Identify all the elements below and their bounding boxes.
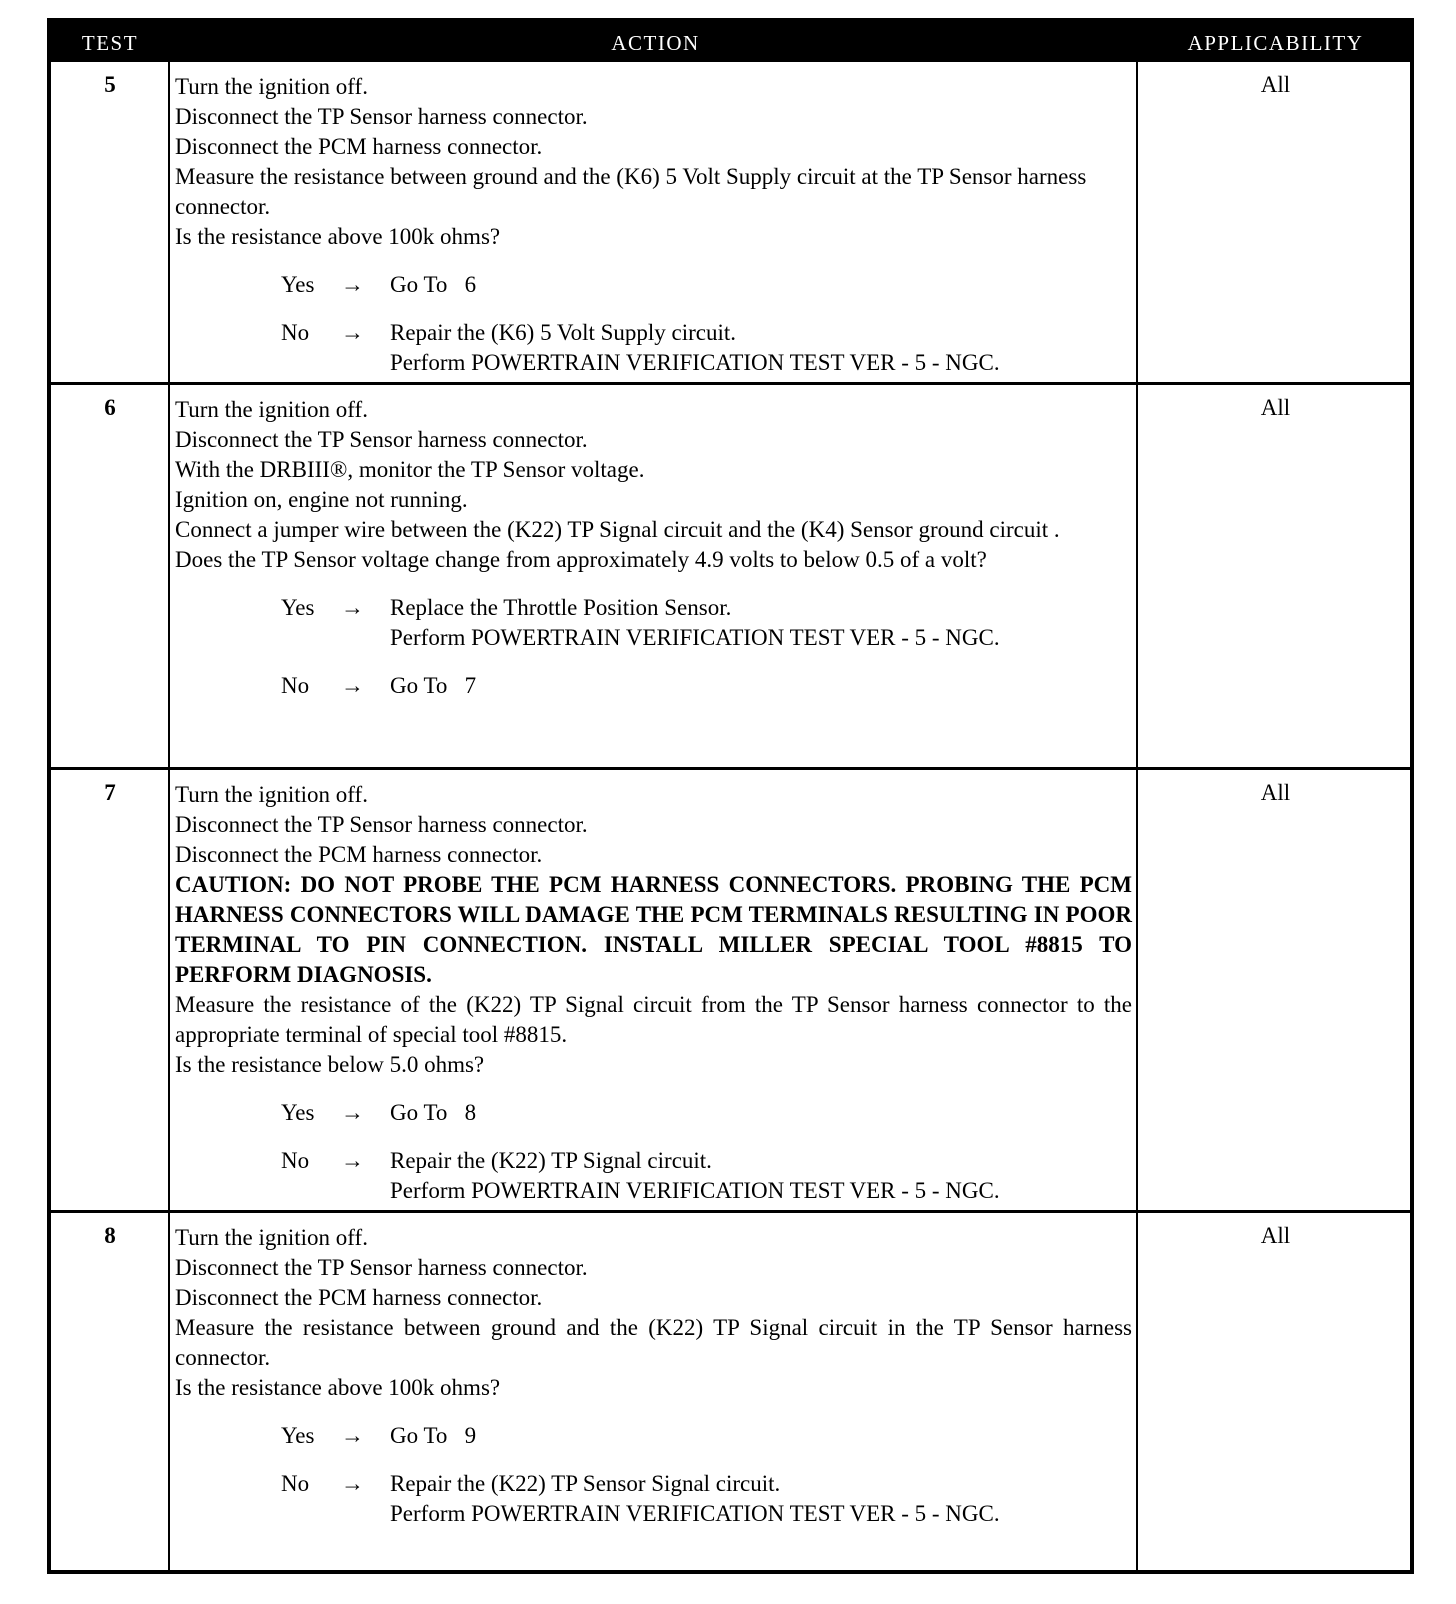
no-branch — [175, 671, 1132, 701]
arrow-icon: → — [341, 1471, 364, 1496]
action-line: Does the TP Sensor voltage change from approximately 4.9 volts to below 0.5 of a volt? — [175, 547, 987, 572]
no-branch — [175, 1469, 1132, 1529]
table-header — [51, 22, 1410, 62]
applicability-cell: All — [1260, 1223, 1291, 1248]
action-line: Turn the ignition off. — [175, 782, 368, 807]
action-cell — [175, 1223, 1132, 1529]
no-text: Repair the (K22) TP Sensor Signal circuit. — [390, 1471, 781, 1496]
action-line: Disconnect the TP Sensor harness connector. — [175, 104, 588, 129]
action-line: Is the resistance below 5.0 ohms? — [175, 1052, 485, 1077]
action-line: Is the resistance above 100k ohms? — [175, 1375, 501, 1400]
action-line: Disconnect the PCM harness connector. — [175, 1285, 543, 1310]
yes-branch — [175, 1421, 1132, 1451]
yes-text: Go To 8 — [390, 1100, 477, 1125]
action-line: With the DRBIII®, monitor the TP Sensor voltage. — [175, 457, 645, 482]
header-applicability: APPLICABILITY — [1187, 31, 1364, 55]
test-number: 5 — [104, 72, 116, 97]
diagnostic-test-table — [47, 18, 1414, 1574]
yes-label: Yes — [281, 1100, 315, 1125]
test-row-7 — [51, 770, 1410, 1210]
yes-branch — [175, 270, 1132, 300]
action-line: Measure the resistance of the (K22) TP Signal circuit from the TP Sensor harness connector to the appropriate terminal of special tool #8815. — [175, 992, 1132, 1047]
arrow-icon: → — [341, 673, 364, 698]
no-text: Repair the (K22) TP Signal circuit. — [390, 1148, 712, 1173]
action-line: Disconnect the PCM harness connector. — [175, 134, 543, 159]
action-cell — [175, 780, 1132, 1206]
arrow-icon: → — [341, 595, 364, 620]
action-line: Disconnect the TP Sensor harness connector. — [175, 427, 588, 452]
yes-branch — [175, 593, 1132, 653]
action-line: Measure the resistance between ground and the (K22) TP Signal circuit in the TP Sensor harness connector. — [175, 1315, 1132, 1370]
action-line: Turn the ignition off. — [175, 74, 368, 99]
no-text: Go To 7 — [390, 673, 477, 698]
test-number: 6 — [104, 395, 116, 420]
no-label: No — [281, 320, 310, 345]
no-label: No — [281, 1471, 310, 1496]
yes-text: Go To 9 — [390, 1423, 477, 1448]
yes-text: Go To 6 — [390, 272, 477, 297]
yes-label: Yes — [281, 595, 315, 620]
arrow-icon: → — [341, 1100, 364, 1125]
no-text-verify: Perform POWERTRAIN VERIFICATION TEST VER - 5 - NGC. — [390, 1501, 1000, 1526]
yes-text: Replace the Throttle Position Sensor. — [390, 595, 732, 620]
applicability-cell: All — [1260, 395, 1291, 420]
action-line: Measure the resistance between ground and the (K6) 5 Volt Supply circuit at the TP Sensor harness connector. — [175, 164, 1087, 219]
action-line: Disconnect the TP Sensor harness connector. — [175, 1255, 588, 1280]
applicability-cell: All — [1260, 780, 1291, 805]
action-line: Is the resistance above 100k ohms? — [175, 224, 501, 249]
yes-label: Yes — [281, 272, 315, 297]
arrow-icon: → — [341, 320, 364, 345]
header-test: TEST — [81, 31, 139, 55]
arrow-icon: → — [341, 1423, 364, 1448]
arrow-icon: → — [341, 1148, 364, 1173]
action-line: Disconnect the PCM harness connector. — [175, 842, 543, 867]
test-number: 8 — [104, 1223, 116, 1248]
yes-text-verify: Perform POWERTRAIN VERIFICATION TEST VER - 5 - NGC. — [390, 625, 1000, 650]
yes-label: Yes — [281, 1423, 315, 1448]
action-line: Turn the ignition off. — [175, 397, 368, 422]
test-row-5 — [51, 62, 1410, 384]
no-text-verify: Perform POWERTRAIN VERIFICATION TEST VER - 5 - NGC. — [390, 1178, 1000, 1203]
no-label: No — [281, 673, 310, 698]
arrow-icon: → — [341, 272, 364, 297]
applicability-cell: All — [1260, 72, 1291, 97]
action-cell — [175, 72, 1132, 378]
no-text-verify: Perform POWERTRAIN VERIFICATION TEST VER - 5 - NGC. — [390, 350, 1000, 375]
test-number: 7 — [104, 780, 116, 805]
header-action: ACTION — [611, 31, 700, 55]
action-line: Ignition on, engine not running. — [175, 487, 468, 512]
action-line: Turn the ignition off. — [175, 1225, 368, 1250]
action-cell — [175, 395, 1132, 701]
test-row-8 — [51, 1213, 1410, 1533]
action-line: Disconnect the TP Sensor harness connector. — [175, 812, 588, 837]
test-row-6 — [51, 385, 1410, 767]
caution-text: CAUTION: DO NOT PROBE THE PCM HARNESS CONNECTORS. PROBING THE PCM HARNESS CONNECTORS WILL DAMAGE THE PCM TERMINALS RESULTING IN POOR TERMINAL TO PIN CONNECTION. INSTALL MILLER SPECIAL TOOL #8815 TO PERFORM DIAGNOSIS. — [175, 872, 1132, 987]
action-line: Connect a jumper wire between the (K22) TP Signal circuit and the (K4) Sensor ground circuit . — [175, 517, 1060, 542]
no-branch — [175, 1146, 1132, 1206]
no-label: No — [281, 1148, 310, 1173]
no-branch — [175, 318, 1132, 378]
yes-branch — [175, 1098, 1132, 1128]
no-text: Repair the (K6) 5 Volt Supply circuit. — [390, 320, 737, 345]
